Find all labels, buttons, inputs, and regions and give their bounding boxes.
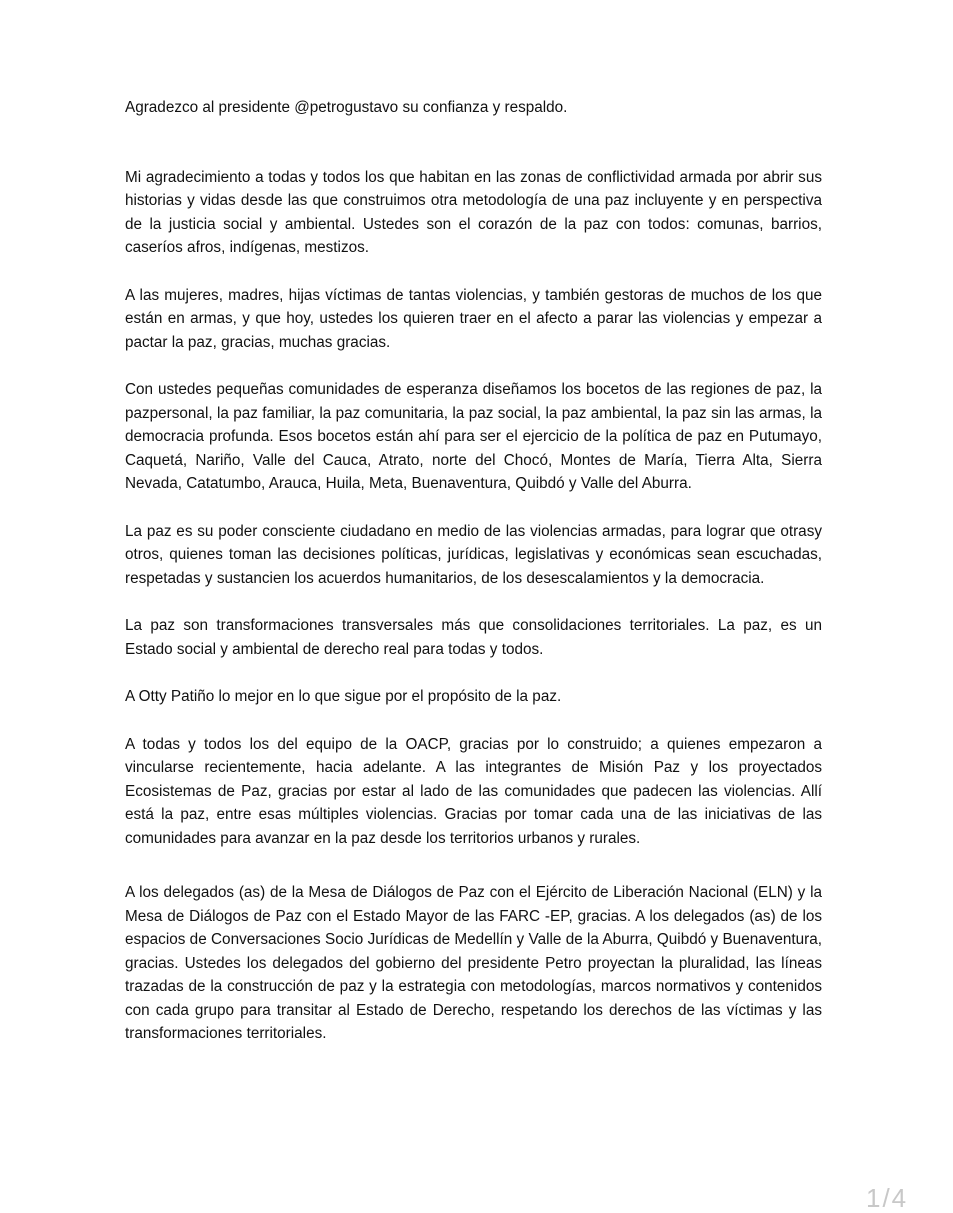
paragraph-communities: Con ustedes pequeñas comunidades de esperanza diseñamos los bocetos de las regiones de paz, la pazpersonal, la paz familiar, la paz comunitaria, la paz social, la paz ambiental, la paz sin las armas, la democracia profunda. Esos bocetos están ahí para ser el ejercicio de la política de paz en Putumayo, Caquetá, Nariño, Valle del Cauca, Atrato, norte del Chocó, Montes de María, Tierra Alta, Sierra Nevada, Catatumbo, Arauca, Huila, Meta, Buenaventura, Quibdó y Valle del Aburra. [125, 381, 822, 492]
paragraph-citizen-power: La paz es su poder consciente ciudadano en medio de las violencias armadas, para lograr que otrasy otros, quienes toman las decisiones políticas, jurídicas, legislativas y económicas sean escuchadas, respetadas y sustancien los acuerdos humanitarios, de los desescalamientos y la democracia. [125, 522, 822, 587]
paragraph-women: A las mujeres, madres, hijas víctimas de tantas violencias, y también gestoras de muchos de los que están en armas, y que hoy, ustedes los quieren traer en el afecto a parar las violencias y empezar a pactar la paz, gracias, muchas gracias. [125, 286, 822, 351]
paragraph-transformations: La paz son transformaciones transversales más que consolidaciones territoriales. La paz, es un Estado social y ambiental de derecho real para todas y todos. [125, 617, 822, 658]
paragraph-conflict-zones: Mi agradecimiento a todas y todos los que habitan en las zonas de conflictividad armada por abrir sus historias y vidas desde las que construimos otra metodología de una paz incluyente y en perspectiva de la justicia social y ambiental. Ustedes son el corazón de la paz con todos: comunas, barrios, caseríos afros, indígenas, mestizos. [125, 168, 822, 256]
page-number: 1/4 [866, 1183, 909, 1213]
paragraph-oacp-team: A todas y todos los del equipo de la OACP, gracias por lo construido; a quienes empezaron a vincularse recientemente, hacia adelante. A las integrantes de Misión Paz y los proyectados Ecosistemas de Paz, gracias por estar al lado de las comunidades que padecen las violencias. Allí está la paz, entre esas múltiples violencias. Gracias por tomar cada una de las iniciativas de las comunidades para avanzar en la paz desde los territorios urbanos y rurales. [125, 735, 822, 847]
document-body [125, 96, 822, 1046]
paragraph-thanks-president: Agradezco al presidente @petrogustavo su confianza y respaldo. [125, 99, 568, 116]
paragraph-delegates: A los delegados (as) de la Mesa de Diálogos de Paz con el Ejército de Liberación Nacional (ELN) y la Mesa de Diálogos de Paz con el Estado Mayor de las FARC -EP, gracias. A los delegados (as) de los espacios de Conversaciones Socio Jurídicas de Medellín y Valle de la Aburra, Quibdó y Buenaventura, gracias. Ustedes los delegados del gobierno del presidente Petro proyectan la pluralidad, las líneas trazadas de la construcción de paz y la estrategia con metodologías, marcos normativos y contenidos con cada grupo para transitar al Estado de Derecho, respetando los derechos de las víctimas y las transformaciones territoriales. [125, 884, 822, 1042]
paragraph-otty-patino: A Otty Patiño lo mejor en lo que sigue por el propósito de la paz. [125, 688, 562, 705]
